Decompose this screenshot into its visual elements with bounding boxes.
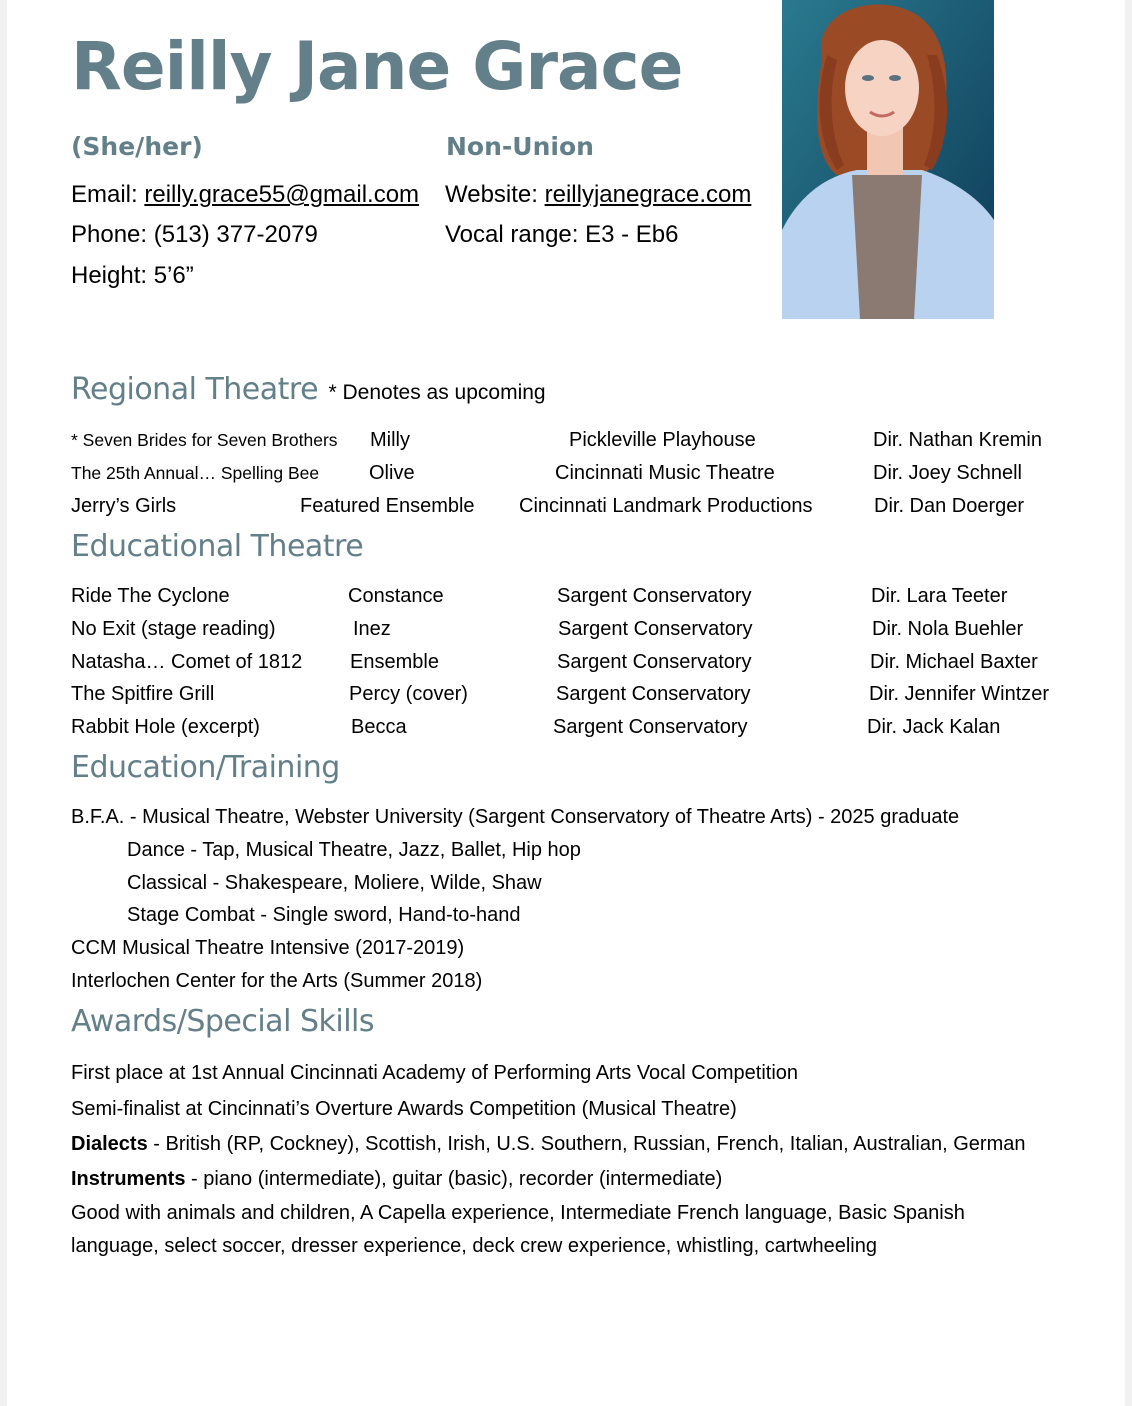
credit-director: Dir. Nathan Kremin — [873, 429, 1042, 451]
credit-company: Cincinnati Landmark Productions — [519, 495, 813, 517]
credit-role: Olive — [369, 462, 415, 484]
dialects-list: - British (RP, Cockney), Scottish, Irish, U.S. Southern, Russian, French, Italian, Australian, German — [147, 1133, 1026, 1155]
email-link[interactable]: reilly.grace55@gmail.com — [144, 181, 420, 208]
union-status: Non-Union — [446, 132, 594, 161]
credit-company: Sargent Conservatory — [557, 651, 752, 673]
credit-company: Pickleville Playhouse — [569, 429, 756, 451]
actor-name: Reilly Jane Grace — [71, 28, 683, 105]
other-skills-line: Good with animals and children, A Capella experience, Intermediate French language, Basic Spanish — [71, 1202, 965, 1224]
resume-page — [7, 0, 1125, 1406]
credit-show: The 25th Annual… Spelling Bee — [71, 463, 320, 483]
email-line — [71, 181, 419, 209]
credit-company: Sargent Conservatory — [557, 585, 752, 607]
regional-heading-row — [71, 372, 546, 407]
credit-company: Sargent Conservatory — [558, 618, 753, 640]
pronouns: (She/her) — [71, 132, 203, 161]
other-skills-line: language, select soccer, dresser experience, deck crew experience, whistling, cartwheeling — [71, 1235, 877, 1257]
credit-role: Constance — [348, 585, 444, 607]
credit-show: Ride The Cyclone — [71, 585, 230, 607]
training-line: B.F.A. - Musical Theatre, Webster University (Sargent Conservatory of Theatre Arts) - 2025 graduate — [71, 806, 960, 828]
credit-company: Sargent Conservatory — [553, 716, 748, 738]
credit-company: Sargent Conservatory — [556, 683, 751, 705]
dialects-label: Dialects — [71, 1133, 148, 1155]
training-heading: Education/Training — [71, 750, 340, 785]
vocal-range: Vocal range: E3 - Eb6 — [445, 221, 679, 248]
award-line: Semi-finalist at Cincinnati’s Overture Awards Competition (Musical Theatre) — [71, 1098, 737, 1120]
height: Height: 5’6” — [71, 262, 194, 289]
credit-show: Jerry’s Girls — [71, 495, 177, 517]
headshot-photo — [782, 0, 994, 319]
instruments-list: - piano (intermediate), guitar (basic), recorder (intermediate) — [185, 1168, 723, 1190]
instruments-line — [71, 1168, 722, 1191]
instruments-label: Instruments — [71, 1168, 186, 1190]
credit-director: Dir. Nola Buehler — [872, 618, 1024, 640]
skills-heading: Awards/Special Skills — [71, 1004, 374, 1039]
credit-show: The Spitfire Grill — [71, 683, 215, 705]
credit-role: Becca — [351, 716, 407, 738]
upcoming-note: * Denotes as upcoming — [328, 381, 546, 404]
email-label: Email: — [71, 181, 145, 208]
award-line: First place at 1st Annual Cincinnati Academy of Performing Arts Vocal Competition — [71, 1062, 799, 1084]
credit-role: Milly — [370, 429, 410, 451]
credit-director: Dir. Dan Doerger — [874, 495, 1025, 517]
website-label: Website: — [445, 181, 545, 208]
credit-role: Percy (cover) — [349, 683, 468, 705]
website-line — [445, 181, 751, 209]
credit-role: Ensemble — [350, 651, 439, 673]
credit-company: Cincinnati Music Theatre — [555, 462, 775, 484]
credit-show: No Exit (stage reading) — [71, 618, 276, 640]
educational-heading: Educational Theatre — [71, 529, 364, 564]
credit-show: Natasha… Comet of 1812 — [71, 651, 303, 673]
training-line: Stage Combat - Single sword, Hand-to-hand — [127, 904, 521, 926]
training-line: Classical - Shakespeare, Moliere, Wilde, Shaw — [127, 872, 542, 894]
phone: Phone: (513) 377-2079 — [71, 221, 318, 248]
training-line: Interlochen Center for the Arts (Summer 2018) — [71, 970, 483, 992]
credit-director: Dir. Joey Schnell — [873, 462, 1022, 484]
credit-director: Dir. Jack Kalan — [867, 716, 1001, 738]
credit-director: Dir. Lara Teeter — [871, 585, 1008, 607]
training-line: Dance - Tap, Musical Theatre, Jazz, Ballet, Hip hop — [127, 839, 581, 861]
credit-show: * Seven Brides for Seven Brothers — [71, 430, 338, 450]
credit-role: Inez — [353, 618, 391, 640]
credit-show: Rabbit Hole (excerpt) — [71, 716, 260, 738]
credit-role: Featured Ensemble — [300, 495, 475, 517]
website-link[interactable]: reillyjanegrace.com — [544, 181, 752, 208]
credit-director: Dir. Jennifer Wintzer — [869, 683, 1050, 705]
regional-heading: Regional Theatre — [71, 372, 319, 407]
training-line: CCM Musical Theatre Intensive (2017-2019) — [71, 937, 465, 959]
credit-director: Dir. Michael Baxter — [870, 651, 1038, 673]
dialects-line — [71, 1133, 1025, 1156]
